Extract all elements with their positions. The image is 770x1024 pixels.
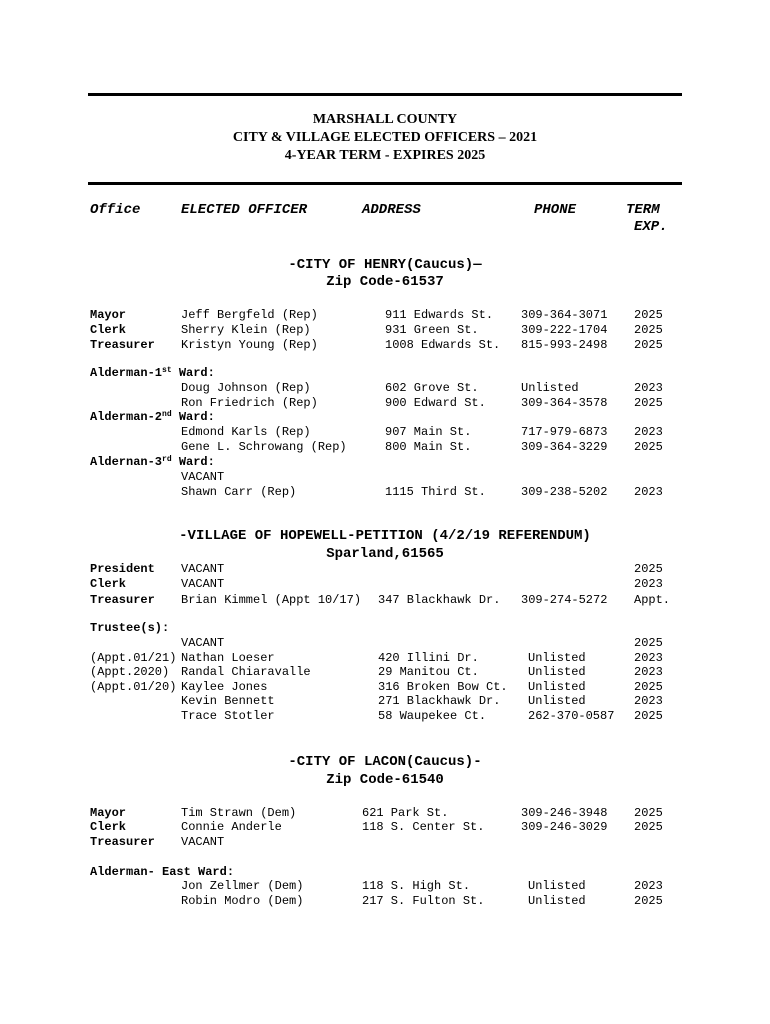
ward-prefix: Alderman-1 bbox=[90, 366, 163, 380]
officer-term: 2025 bbox=[634, 820, 663, 834]
office-label: Clerk bbox=[90, 820, 127, 834]
officer-phone: 815-993-2498 bbox=[521, 338, 608, 352]
officer-row bbox=[0, 577, 770, 592]
officer-phone: 262-370-0587 bbox=[528, 709, 615, 723]
appointment-note: (Appt.01/20) bbox=[90, 680, 177, 694]
county-title: MARSHALL COUNTY bbox=[312, 112, 458, 127]
officer-address: 1115 Third St. bbox=[385, 485, 486, 499]
officer-name: Gene L. Schrowang (Rep) bbox=[181, 440, 347, 454]
member-row bbox=[0, 425, 770, 440]
officer-phone: Unlisted bbox=[528, 680, 586, 694]
trustee-row bbox=[0, 651, 770, 666]
officer-term: 2025 bbox=[634, 338, 663, 352]
trustee-row bbox=[0, 636, 770, 651]
ward-suffix: Ward: bbox=[171, 366, 215, 380]
officer-address: 118 S. Center St. bbox=[362, 820, 485, 834]
officer-term: 2023 bbox=[634, 381, 663, 395]
officer-address: 118 S. High St. bbox=[362, 879, 471, 893]
officer-phone: Unlisted bbox=[528, 894, 586, 908]
ward-label bbox=[0, 366, 770, 381]
officer-term: 2023 bbox=[634, 485, 663, 499]
ward-label bbox=[0, 455, 770, 470]
officer-term: 2023 bbox=[634, 879, 663, 893]
col-header-term-exp: EXP. bbox=[634, 219, 668, 235]
office-label: Clerk bbox=[90, 323, 127, 337]
ward-suffix: Ward: bbox=[171, 455, 215, 469]
ward-ordinal: st bbox=[162, 366, 172, 375]
col-header-address: ADDRESS bbox=[362, 202, 421, 218]
member-row bbox=[0, 440, 770, 455]
officer-phone: 309-246-3948 bbox=[521, 806, 608, 820]
document-title: CITY & VILLAGE ELECTED OFFICERS – 2021 bbox=[232, 130, 538, 145]
officer-phone: Unlisted bbox=[528, 694, 586, 708]
trustees-label bbox=[0, 621, 770, 636]
henry-heading: -CITY OF HENRY(Caucus)— bbox=[288, 257, 482, 273]
officer-address: 931 Green St. bbox=[385, 323, 479, 337]
officer-name: Doug Johnson (Rep) bbox=[181, 381, 311, 395]
officer-address: 271 Blackhawk Dr. bbox=[378, 694, 501, 708]
lacon-zip: Zip Code-61540 bbox=[326, 772, 444, 788]
office-label: Treasurer bbox=[90, 593, 155, 607]
officer-name: Jon Zellmer (Dem) bbox=[181, 879, 304, 893]
officer-address: 907 Main St. bbox=[385, 425, 472, 439]
officer-name: Sherry Klein (Rep) bbox=[181, 323, 311, 337]
officer-address: 29 Manitou Ct. bbox=[378, 665, 479, 679]
col-header-phone: PHONE bbox=[534, 202, 577, 218]
trustee-row bbox=[0, 694, 770, 709]
officer-address: 316 Broken Bow Ct. bbox=[378, 680, 508, 694]
member-row bbox=[0, 396, 770, 411]
officer-phone: Unlisted bbox=[528, 665, 586, 679]
officer-term: 2025 bbox=[634, 709, 663, 723]
officer-name: Edmond Karls (Rep) bbox=[181, 425, 311, 439]
officer-phone: 309-274-5272 bbox=[521, 593, 608, 607]
officer-phone: 309-246-3029 bbox=[521, 820, 608, 834]
officer-name: Kaylee Jones bbox=[181, 680, 268, 694]
ward-label-text: Alderman- East Ward: bbox=[90, 865, 235, 879]
henry-zip: Zip Code-61537 bbox=[326, 274, 444, 290]
officer-name: Brian Kimmel (Appt 10/17) bbox=[181, 593, 362, 607]
ward-label-text bbox=[90, 455, 215, 470]
officer-term: 2025 bbox=[634, 440, 663, 454]
lacon-heading: -CITY OF LACON(Caucus)- bbox=[288, 754, 482, 770]
hopewell-zip: Sparland,61565 bbox=[326, 546, 444, 562]
ward-ordinal: nd bbox=[162, 410, 172, 419]
appointment-note: (Appt.2020) bbox=[90, 665, 170, 679]
officer-name: VACANT bbox=[181, 636, 225, 650]
officer-term: 2025 bbox=[634, 323, 663, 337]
officer-address: 900 Edward St. bbox=[385, 396, 486, 410]
officer-address: 420 Illini Dr. bbox=[378, 651, 479, 665]
officer-term: 2025 bbox=[634, 806, 663, 820]
office-label: Mayor bbox=[90, 806, 127, 820]
officer-row bbox=[0, 593, 770, 608]
officer-term: 2023 bbox=[634, 694, 663, 708]
trustee-row bbox=[0, 709, 770, 724]
officer-row bbox=[0, 562, 770, 577]
officer-phone: 309-364-3578 bbox=[521, 396, 608, 410]
officer-term: 2023 bbox=[634, 577, 663, 591]
office-label: Treasurer bbox=[90, 835, 155, 849]
officer-phone: Unlisted bbox=[528, 879, 586, 893]
officer-phone: 309-364-3229 bbox=[521, 440, 608, 454]
ward-label bbox=[0, 410, 770, 425]
officer-phone: Unlisted bbox=[528, 651, 586, 665]
trustee-row bbox=[0, 665, 770, 680]
ward-label-text bbox=[90, 410, 215, 425]
officer-term: 2025 bbox=[634, 680, 663, 694]
office-label: President bbox=[90, 562, 155, 576]
officer-term: 2023 bbox=[634, 665, 663, 679]
officer-name: Connie Anderle bbox=[181, 820, 282, 834]
officer-name: Kristyn Young (Rep) bbox=[181, 338, 318, 352]
officer-phone: Unlisted bbox=[521, 381, 579, 395]
header-rule bbox=[88, 182, 682, 185]
officer-phone: 309-222-1704 bbox=[521, 323, 608, 337]
col-header-office: Office bbox=[90, 202, 141, 218]
officer-name: Robin Modro (Dem) bbox=[181, 894, 304, 908]
member-row bbox=[0, 894, 770, 909]
top-rule bbox=[88, 93, 682, 96]
officer-address: 58 Waupekee Ct. bbox=[378, 709, 487, 723]
officer-phone: 309-238-5202 bbox=[521, 485, 608, 499]
trustee-row bbox=[0, 680, 770, 695]
officer-name: Ron Friedrich (Rep) bbox=[181, 396, 318, 410]
officer-name: VACANT bbox=[181, 835, 225, 849]
officer-row bbox=[0, 820, 770, 835]
member-row bbox=[0, 485, 770, 500]
member-row bbox=[0, 470, 770, 485]
officer-address: 1008 Edwards St. bbox=[385, 338, 501, 352]
officer-name: Jeff Bergfeld (Rep) bbox=[181, 308, 318, 322]
office-label: Clerk bbox=[90, 577, 127, 591]
term-subtitle: 4-YEAR TERM - EXPIRES 2025 bbox=[284, 148, 486, 163]
officer-term: 2025 bbox=[634, 562, 663, 576]
trustees-label-text: Trustee(s): bbox=[90, 621, 170, 635]
officer-row bbox=[0, 835, 770, 850]
officer-phone: 309-364-3071 bbox=[521, 308, 608, 322]
officer-term: 2025 bbox=[634, 396, 663, 410]
hopewell-heading: -VILLAGE OF HOPEWELL-PETITION (4/2/19 REFERENDUM) bbox=[179, 528, 591, 544]
member-row bbox=[0, 879, 770, 894]
officer-name: Kevin Bennett bbox=[181, 694, 275, 708]
ward-label bbox=[0, 865, 770, 880]
member-row bbox=[0, 381, 770, 396]
officer-term: 2025 bbox=[634, 636, 663, 650]
ward-ordinal: rd bbox=[162, 455, 172, 464]
officer-term: Appt. bbox=[634, 593, 671, 607]
officer-address: 347 Blackhawk Dr. bbox=[378, 593, 501, 607]
officer-row bbox=[0, 323, 770, 338]
officer-name: VACANT bbox=[181, 470, 225, 484]
officer-name: Shawn Carr (Rep) bbox=[181, 485, 297, 499]
officer-term: 2023 bbox=[634, 651, 663, 665]
officer-name: VACANT bbox=[181, 562, 225, 576]
officer-row bbox=[0, 806, 770, 821]
ward-prefix: Aldernan-3 bbox=[90, 455, 163, 469]
officer-name: Trace Stotler bbox=[181, 709, 275, 723]
officer-address: 800 Main St. bbox=[385, 440, 472, 454]
officer-name: Nathan Loeser bbox=[181, 651, 275, 665]
officer-address: 911 Edwards St. bbox=[385, 308, 494, 322]
ward-prefix: Alderman-2 bbox=[90, 410, 163, 424]
officer-term: 2023 bbox=[634, 425, 663, 439]
officer-name: VACANT bbox=[181, 577, 225, 591]
col-header-term: TERM bbox=[626, 202, 660, 218]
office-label: Treasurer bbox=[90, 338, 155, 352]
col-header-officer: ELECTED OFFICER bbox=[181, 202, 308, 218]
officer-term: 2025 bbox=[634, 308, 663, 322]
officer-phone: 717-979-6873 bbox=[521, 425, 608, 439]
officer-address: 217 S. Fulton St. bbox=[362, 894, 485, 908]
officer-term: 2025 bbox=[634, 894, 663, 908]
officer-name: Randal Chiaravalle bbox=[181, 665, 311, 679]
office-label: Mayor bbox=[90, 308, 127, 322]
officer-row bbox=[0, 338, 770, 353]
officer-row bbox=[0, 308, 770, 323]
officer-address: 621 Park St. bbox=[362, 806, 449, 820]
ward-label-text bbox=[90, 366, 215, 381]
officer-address: 602 Grove St. bbox=[385, 381, 479, 395]
appointment-note: (Appt.01/21) bbox=[90, 651, 177, 665]
ward-suffix: Ward: bbox=[171, 410, 215, 424]
officer-name: Tim Strawn (Dem) bbox=[181, 806, 297, 820]
